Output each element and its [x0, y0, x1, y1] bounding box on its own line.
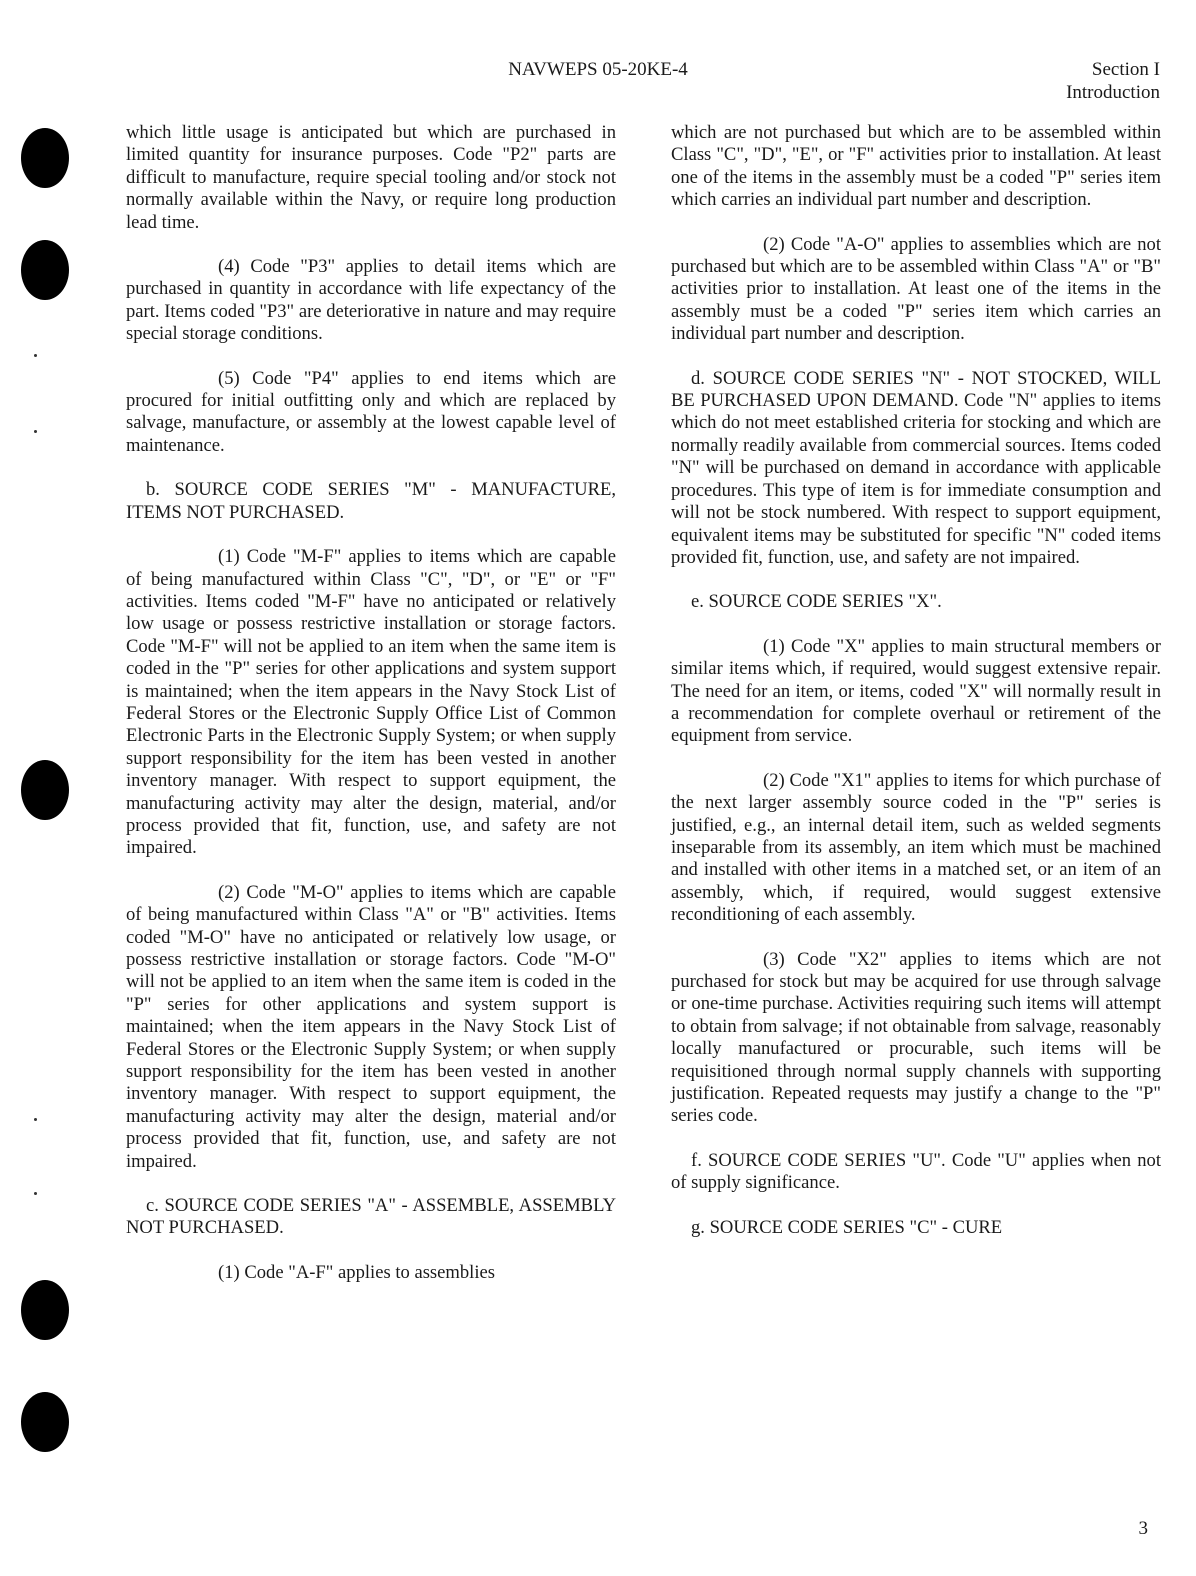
binder-hole	[21, 1280, 69, 1340]
paragraph: (3) Code "X2" applies to items which are not purchased for stock but may be acquired for use through salvage or one-time purchase. Activities requiring such items will attempt to obtain from salvage; if not obtainable from salvage, reasonably locally manufactured or procurable, such items will be requisitioned through normal supply channels with supporting justification. Repeated requests may justify a change to the "P" series code.	[671, 948, 1161, 1127]
right-column	[671, 122, 1161, 1261]
paragraph: (1) Code "A-F" applies to assemblies	[218, 1261, 495, 1283]
paragraph: (2) Code "M-O" applies to items which are capable of being manufactured within Class "A" or "B" activities. Items coded "M-O" have no anticipated or relatively low usage, or possess restrictive installation or storage factors. Code "M-O" will not be applied to an item when the same item is coded in the "P" series for other applications and system support is maintained; when the item appears in the Navy Stock List of Federal Stores or the Electronic Supply System; or when supply support responsibility for the item has been vested in another inventory manager. With respect to support equipment, the manufacturing activity may alter the design, material and/or process provided that fit, function, use, and safety are not impaired.	[126, 881, 616, 1172]
binder-hole	[21, 1392, 69, 1452]
scan-speck	[34, 430, 37, 433]
paragraph: (4) Code "P3" applies to detail items which are purchased in quantity in accordance with life expectancy of the part. Items coded "P3" are deteriorative in nature and may require special storage conditions.	[126, 256, 616, 345]
paragraph: (2) Code "A-O" applies to assemblies which are not purchased but which are to be assembled within Class "A" or "B" activities prior to installation. At least one of the items in the assembly must be a coded "P" series item which carries an individual part number and description.	[671, 233, 1161, 345]
section-label: Section I	[1091, 59, 1160, 80]
scan-speck	[34, 354, 37, 357]
section-heading	[1066, 58, 1160, 104]
binder-hole	[21, 240, 69, 300]
scan-speck	[34, 1192, 37, 1195]
paragraph: (1) Code "M-F" applies to items which are capable of being manufactured within Class "C", "D", or "E" or "F" activities. Items coded "M-F" have no anticipated or relatively low usage or possess restrictive installation or storage factors. Code "M-F" will not be applied to an item when the same item is coded in the "P" series for other applications and system support is maintained; when the item appears in the Navy Stock List of Federal Stores or the Electronic Supply Office List of Common Electronic Parts in the Electronic Supply System; or when supply support responsibility for the item has been vested in another inventory manager. With respect to support equipment, the manufacturing activity may alter the design, material, and/or process provided that fit, function, use, and safety are not impaired.	[126, 546, 616, 859]
subsection-heading: c. SOURCE CODE SERIES "A" - ASSEMBLE, ASSEMBLY NOT PURCHASED.	[126, 1195, 616, 1239]
paragraph: which are not purchased but which are to be assembled within Class "C", "D", "E", or "F" activities prior to installation. At least one of the items in the assembly must be a coded "P" series item which carries an individual part number and description.	[671, 122, 1161, 211]
binder-hole	[21, 128, 69, 188]
subsection-paragraph: d. SOURCE CODE SERIES "N" - NOT STOCKED, WILL BE PURCHASED UPON DEMAND. Code "N" applies to items which do not meet established criteria for stocking and which are normally readily available from commercial sources. Items coded "N" will be purchased on demand in accordance with applicable procedures. This type of item is for immediate consumption and will not be stock numbered. With respect to support equipment, equivalent items may be substituted for specific "N" coded items provided fit, function, use, and safety are not impaired.	[671, 367, 1161, 568]
section-title: Introduction	[1066, 82, 1160, 103]
subsection-heading: e. SOURCE CODE SERIES "X".	[691, 591, 942, 613]
subsection-heading: g. SOURCE CODE SERIES "C" - CURE	[691, 1216, 1003, 1238]
scan-speck	[34, 1118, 37, 1121]
page-number: 3	[1138, 1518, 1148, 1539]
paragraph: which little usage is anticipated but which are purchased in limited quantity for insurance purposes. Code "P2" parts are difficult to manufacture, require special tooling and/or stock not normally available within the Navy, or require long production lead time.	[126, 122, 616, 233]
subsection-heading: b. SOURCE CODE SERIES "M" - MANUFACTURE, ITEMS NOT PURCHASED.	[126, 479, 616, 523]
document-number: NAVWEPS 05-20KE-4	[508, 59, 688, 80]
binder-hole	[21, 760, 69, 820]
paragraph: (2) Code "X1" applies to items for which purchase of the next larger assembly source coded in the "P" series is justified, e.g., an internal detail item, such as welded segments inseparable from its assembly, an item which must be machined and installed with other items in a matched set, or an item of an assembly, which, if required, would suggest extensive reconditioning of each assembly.	[671, 769, 1161, 926]
subsection-paragraph: f. SOURCE CODE SERIES "U". Code "U" applies when not of supply significance.	[671, 1149, 1161, 1194]
paragraph: (1) Code "X" applies to main structural members or similar items which, if required, would suggest extensive repair. The need for an item, or items, coded "X" will normally result in a recommendation for complete overhaul or retirement of the equipment from service.	[671, 635, 1161, 747]
paragraph: (5) Code "P4" applies to end items which are procured for initial outfitting only and which are replaced by salvage, manufacture, or assembly at the lowest capable level of maintenance.	[126, 367, 616, 456]
left-column	[126, 122, 616, 1306]
